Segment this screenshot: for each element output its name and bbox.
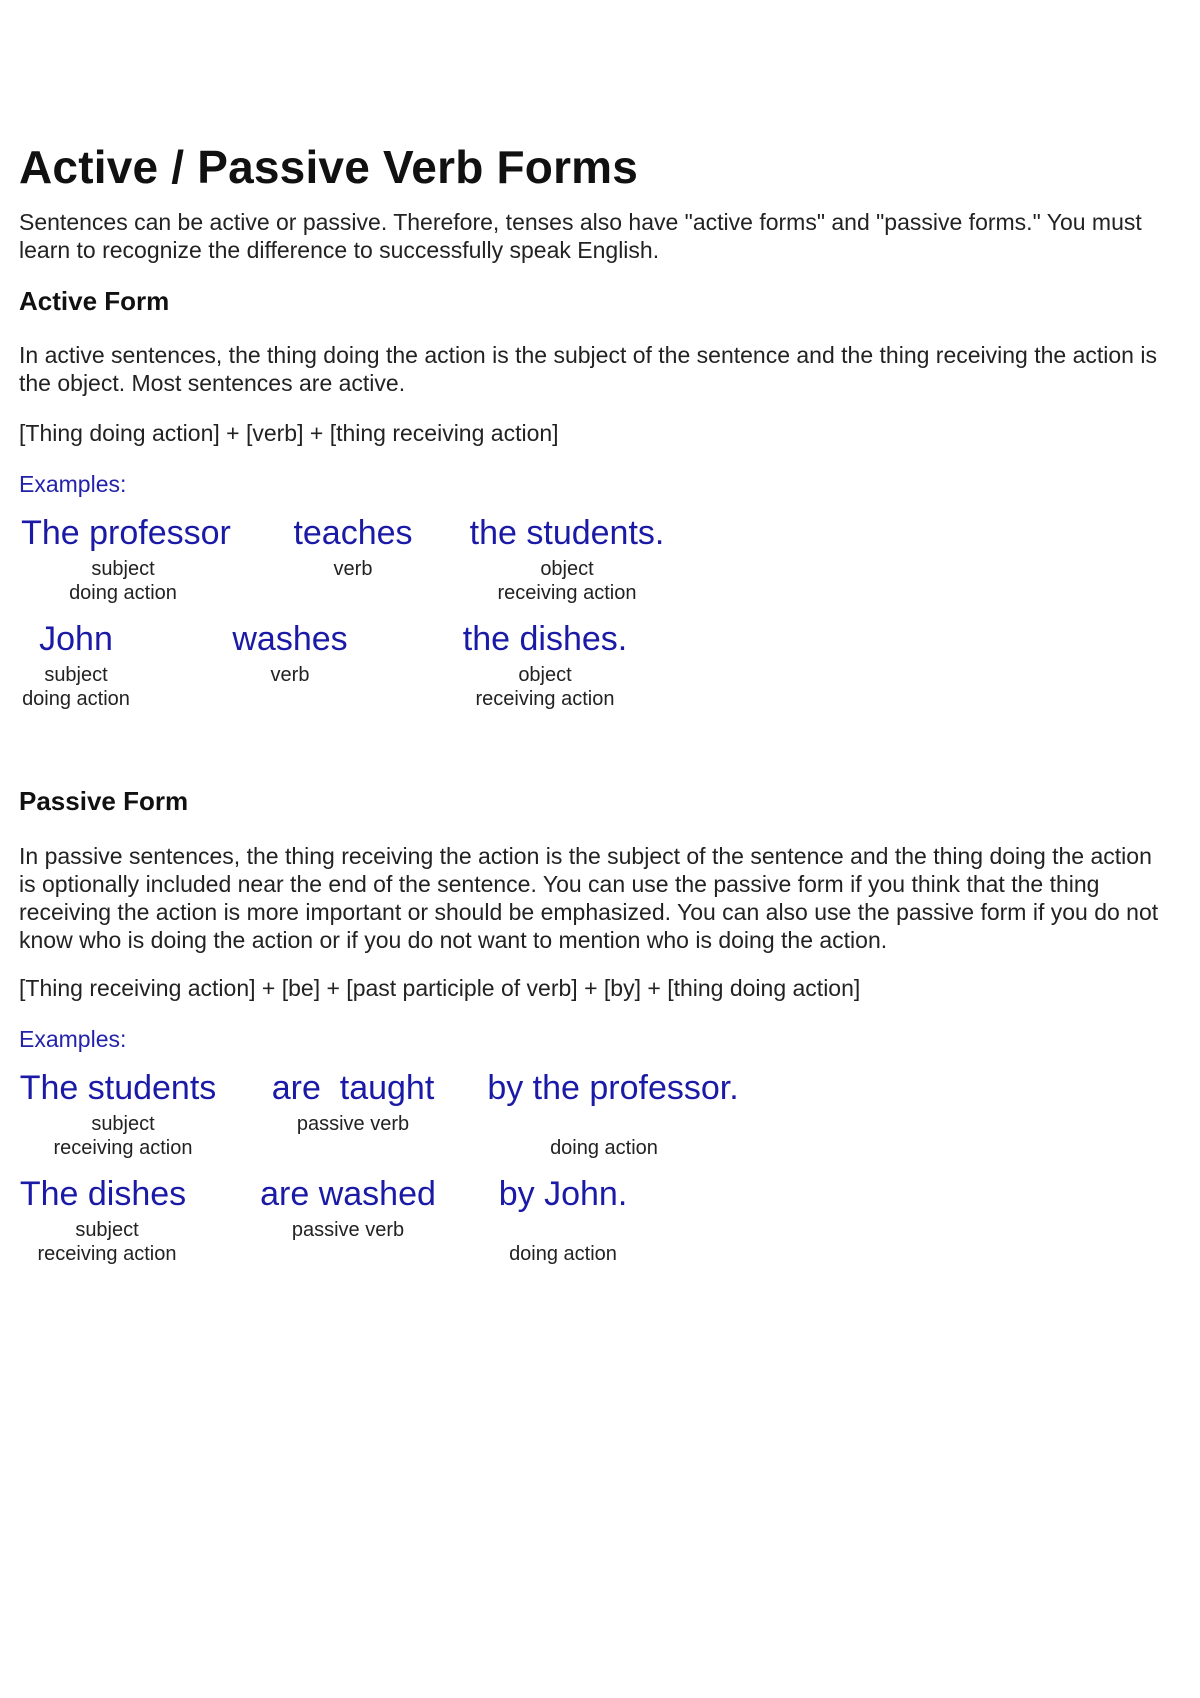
passive-example-1-verb-label: passive verb bbox=[296, 1113, 410, 1135]
active-example-2-subject-label-2: doing action bbox=[22, 688, 130, 710]
active-examples-label: Examples: bbox=[19, 471, 127, 497]
passive-example-1-agent-label: doing action bbox=[550, 1137, 658, 1159]
passive-example-2-subject-label: subject bbox=[75, 1219, 139, 1241]
passive-example-2-agent: by John. bbox=[498, 1175, 628, 1213]
active-form-heading: Active Form bbox=[19, 286, 170, 316]
active-example-1-object-label: object bbox=[540, 558, 594, 580]
passive-example-1-subject-label-2: receiving action bbox=[53, 1137, 193, 1159]
active-example-2-object-label-2: receiving action bbox=[475, 688, 615, 710]
passive-examples-label: Examples: bbox=[19, 1026, 127, 1052]
active-example-1-subject: The professor bbox=[21, 514, 231, 552]
active-example-1-subject-label-2: doing action bbox=[69, 582, 177, 604]
active-example-2-verb-label: verb bbox=[270, 664, 310, 686]
page-title: Active / Passive Verb Forms bbox=[19, 141, 639, 193]
active-example-1-object-label-2: receiving action bbox=[497, 582, 637, 604]
passive-example-1-verb: are taught bbox=[271, 1069, 435, 1107]
passive-example-1-subject: The students bbox=[19, 1069, 217, 1107]
active-example-2-object-label: object bbox=[518, 664, 572, 686]
active-example-2-object: the dishes. bbox=[462, 620, 628, 658]
passive-formula: [Thing receiving action] + [be] + [past participle of verb] + [by] + [thing doing action] bbox=[19, 975, 861, 1001]
active-example-2-subject: John bbox=[39, 620, 113, 658]
passive-example-2-subject-label-2: receiving action bbox=[37, 1243, 177, 1265]
intro-paragraph: Sentences can be active or passive. Therefore, tenses also have "active forms" and "passive forms." You must learn to recognize the difference to successfully speak English. bbox=[19, 209, 1142, 263]
passive-example-2-verb: are washed bbox=[260, 1175, 436, 1213]
active-example-2-subject-label: subject bbox=[44, 664, 108, 686]
passive-example-2-subject: The dishes bbox=[19, 1175, 187, 1213]
active-example-1-object: the students. bbox=[469, 514, 665, 552]
passive-example-2-verb-label: passive verb bbox=[291, 1219, 405, 1241]
passive-example-1-subject-label: subject bbox=[91, 1113, 155, 1135]
passive-example-2-agent-label: doing action bbox=[509, 1243, 617, 1265]
active-description: In active sentences, the thing doing the action is the subject of the sentence and the thing receiving the action is the object. Most sentences are active. bbox=[19, 342, 1157, 396]
active-example-2-verb: washes bbox=[232, 620, 348, 658]
active-formula: [Thing doing action] + [verb] + [thing receiving action] bbox=[19, 420, 559, 446]
active-example-1-verb-label: verb bbox=[333, 558, 373, 580]
passive-form-heading: Passive Form bbox=[19, 786, 189, 816]
active-example-1-subject-label: subject bbox=[91, 558, 155, 580]
passive-example-1-agent: by the professor. bbox=[487, 1069, 739, 1107]
active-example-1-verb: teaches bbox=[293, 514, 413, 552]
passive-description: In passive sentences, the thing receiving the action is the subject of the sentence and the thing doing the action is optionally included near the end of the sentence. You can use the passive form if you think that the thing receiving the action is more important or should be emphasized. You can also use the passive form if you do not know who is doing the action or if you do not want to mention who is doing the action. bbox=[19, 843, 1159, 953]
